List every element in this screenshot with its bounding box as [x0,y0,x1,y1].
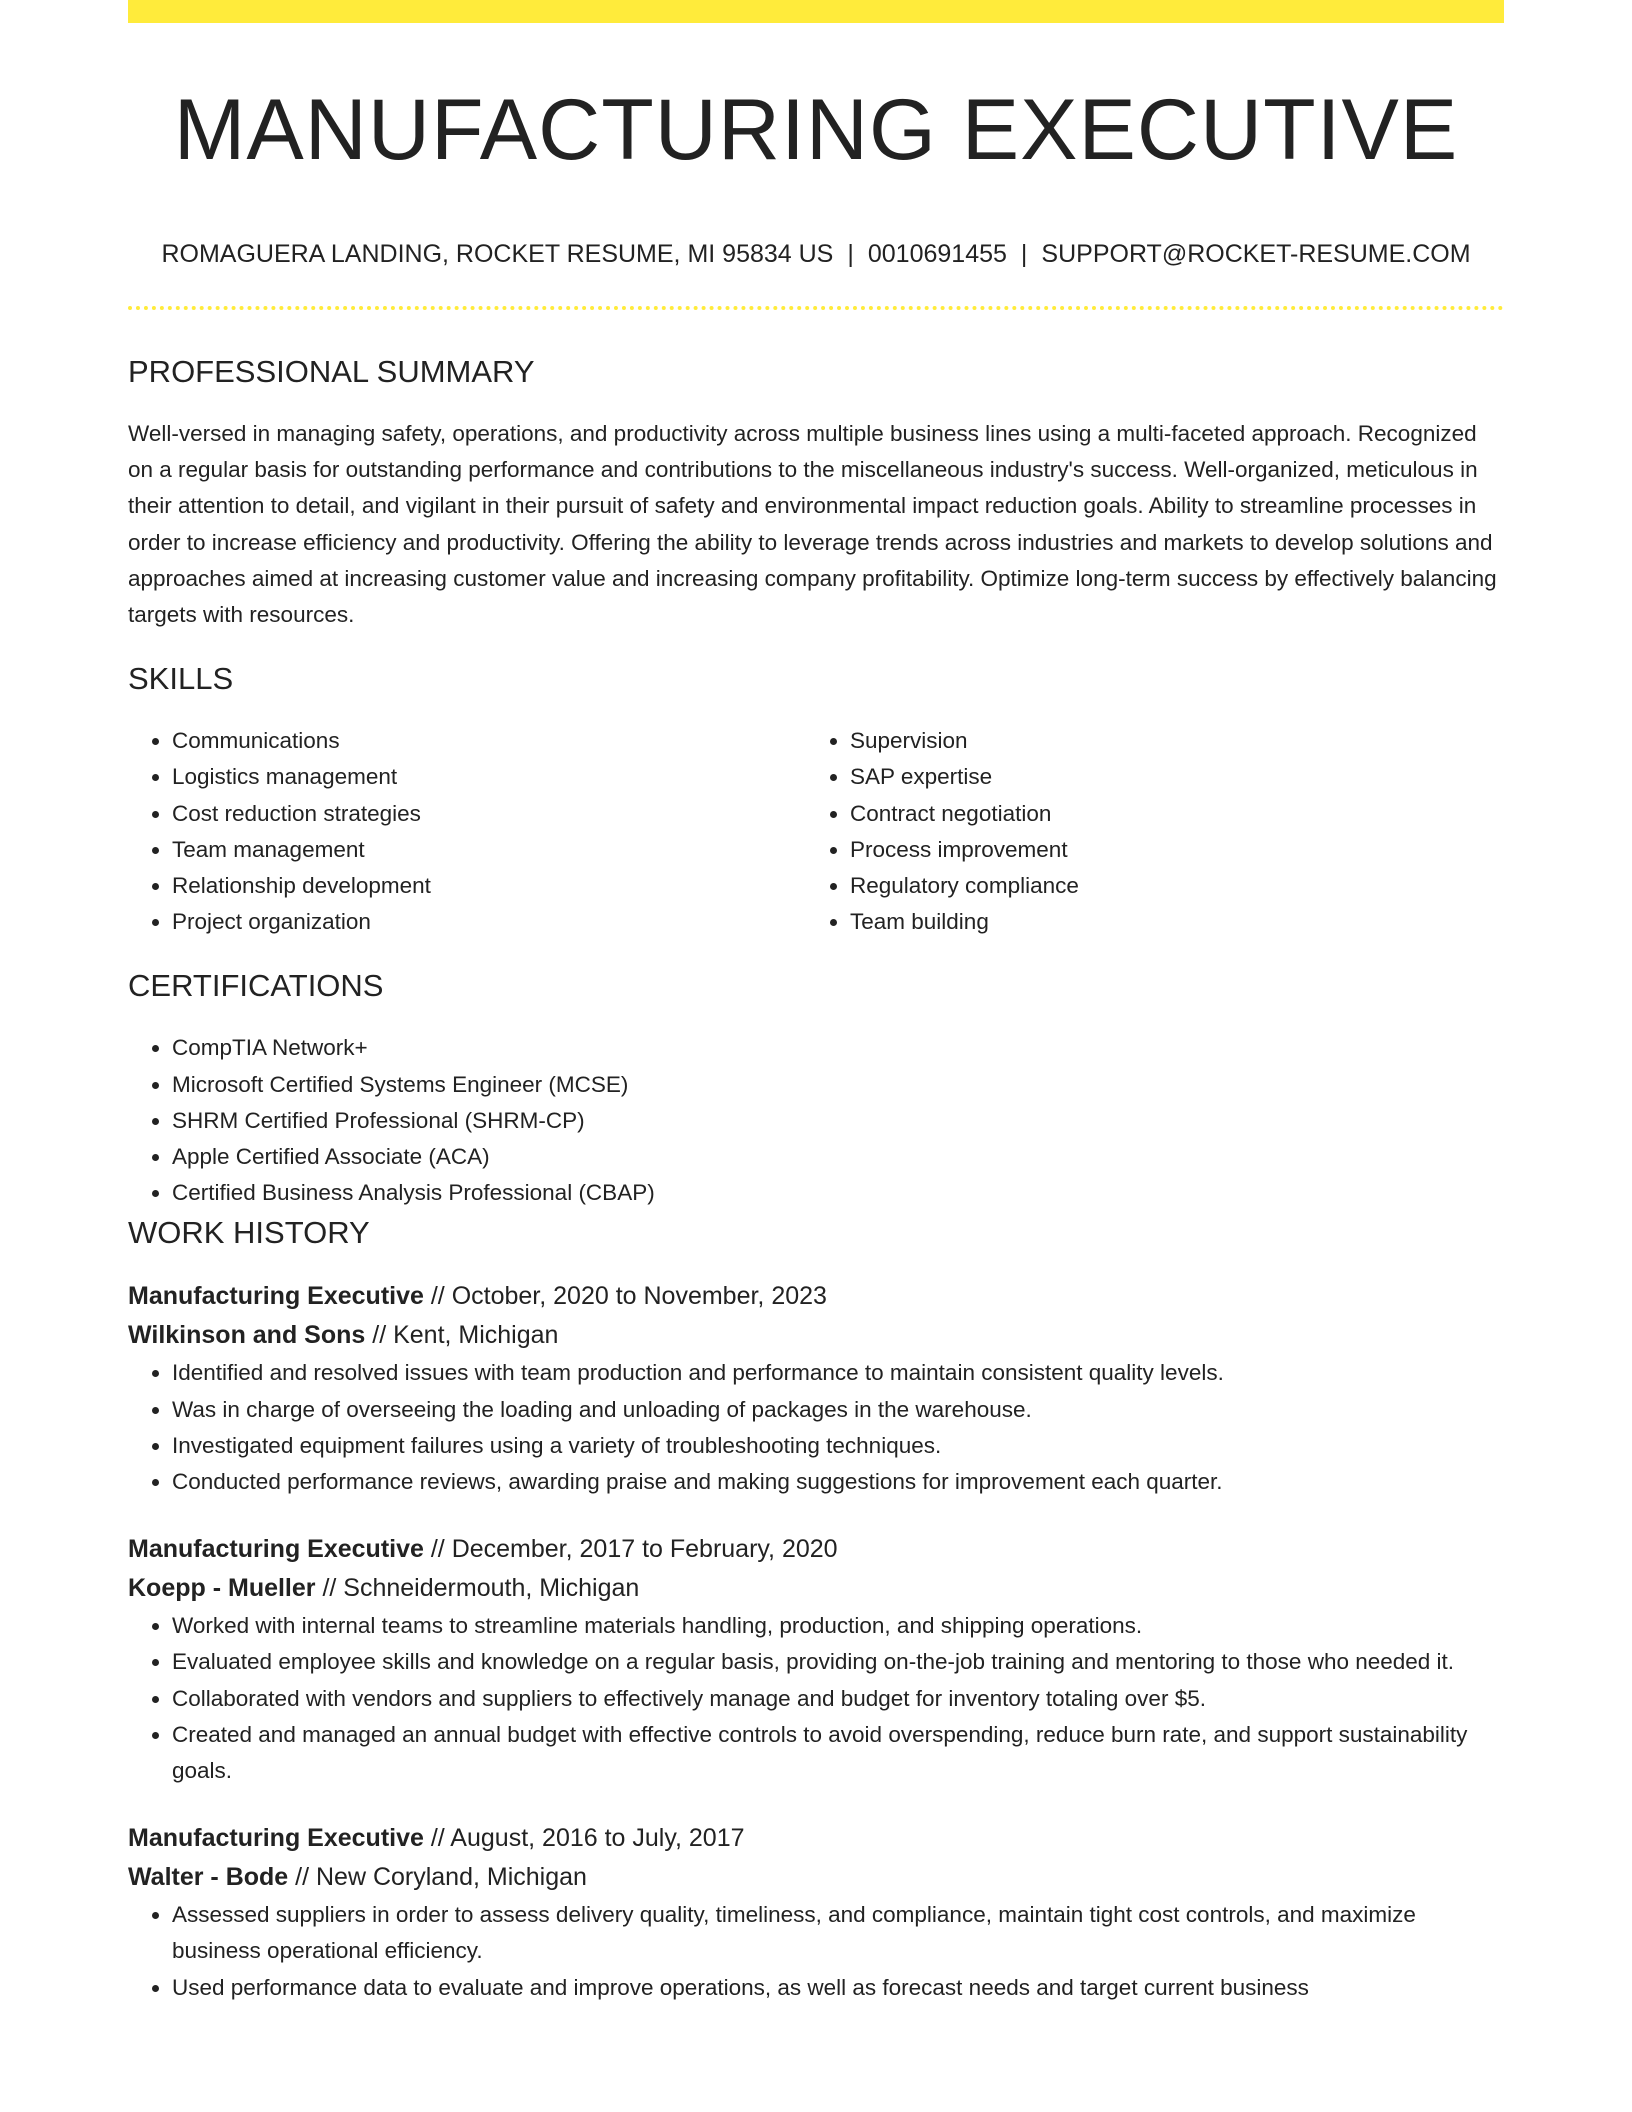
contact-line [128,236,1504,272]
certifications-list [128,1030,1504,1211]
job-role-line [128,1277,1504,1316]
work-history-section [128,1211,1504,2005]
job-bullet: • Was in charge of overseeing the loading and unloading of packages in the warehouse. [172,1392,1504,1428]
job-bullet: • Assessed suppliers in order to assess delivery quality, timeliness, and compliance, maintain tight cost controls, and maximize business operational efficiency. [172,1897,1504,1969]
summary-section [128,350,1504,633]
certification-item: • Apple Certified Associate (ACA) [172,1139,1504,1175]
certification-item: • Certified Business Analysis Professional (CBAP) [172,1175,1504,1211]
job-dates: // December, 2017 to February, 2020 [423,1535,838,1564]
skill-item: • Regulatory compliance [850,868,1484,904]
resume-name: MANUFACTURING EXECUTIVE [173,82,1459,178]
contact-email: SUPPORT@ROCKET-RESUME.COM [1041,240,1471,268]
certification-item: • SHRM Certified Professional (SHRM-CP) [172,1103,1504,1139]
job-bullet: • Identified and resolved issues with team production and performance to maintain consistent quality levels. [172,1355,1504,1391]
job-role: Manufacturing Executive [128,1824,424,1853]
job-company-line [128,1316,1504,1355]
job-location: // Kent, Michigan [365,1321,559,1350]
skills-column-left [128,723,806,940]
job-company-line [128,1569,1504,1608]
skill-item: • Communications [172,723,806,759]
job-role-line [128,1530,1504,1569]
job-dates: // October, 2020 to November, 2023 [423,1282,827,1311]
accent-bar [128,0,1504,23]
summary-text: Well-versed in managing safety, operations, and productivity across multiple business lines using a multi-faceted approach. Recognized on a regular basis for outstanding performance and contributions to the miscellaneous industry's success. Well-organized, meticulous in their attention to detail, and vigilant in their pursuit of safety and environmental impact reduction goals. Ability to streamline processes in order to increase efficiency and productivity. Offering the ability to leverage trends across industries and markets to develop solutions and approaches aimed at increasing customer value and increasing company profitability. Optimize long-term success by effectively balancing targets with resources. [128,421,1497,628]
job-company: Walter - Bode [128,1863,289,1892]
skill-item: • Process improvement [850,832,1484,868]
job-role-line [128,1819,1504,1858]
skill-item: • Cost reduction strategies [172,796,806,832]
skill-item: • Relationship development [172,868,806,904]
job-bullet: • Evaluated employee skills and knowledge on a regular basis, providing on-the-job training and mentoring to those who needed it. [172,1644,1504,1680]
job-entry [128,1277,1504,1500]
skills-list-right [806,723,1484,940]
job-location: // New Coryland, Michigan [288,1863,587,1892]
skills-column-right [806,723,1484,940]
contact-separator: | [847,240,854,268]
skills-list-left [128,723,806,940]
job-company-line [128,1858,1504,1897]
skills-section [128,657,1504,940]
skill-item: • Logistics management [172,759,806,795]
job-entry [128,1530,1504,1789]
job-role: Manufacturing Executive [128,1282,424,1311]
job-entry [128,1819,1504,2006]
header-divider [128,306,1504,310]
job-bullet: • Created and managed an annual budget with effective controls to avoid overspending, reduce burn rate, and support sustainability goals. [172,1717,1504,1789]
resume-content [128,350,1504,2036]
job-dates: // August, 2016 to July, 2017 [423,1824,745,1853]
section-title-certifications: CERTIFICATIONS [128,968,384,1004]
job-bullet-list [128,1608,1504,1789]
job-company: Wilkinson and Sons [128,1321,366,1350]
job-bullet: • Worked with internal teams to streamline materials handling, production, and shipping operations. [172,1608,1504,1644]
certification-item: • CompTIA Network+ [172,1030,1504,1066]
job-bullet: • Investigated equipment failures using a variety of troubleshooting techniques. [172,1428,1504,1464]
job-bullet-list [128,1355,1504,1500]
section-title-skills: SKILLS [128,661,234,697]
certifications-section [128,964,1504,1211]
job-bullet: • Collaborated with vendors and suppliers to effectively manage and budget for inventory totaling over $5. [172,1681,1504,1717]
skill-item: • Supervision [850,723,1484,759]
skill-item: • Project organization [172,904,806,940]
contact-address: ROMAGUERA LANDING, ROCKET RESUME, MI 95834 US [161,240,834,268]
job-role: Manufacturing Executive [128,1535,424,1564]
contact-separator: | [1020,240,1028,268]
skill-item: • Team building [850,904,1484,940]
resume-page [128,0,1504,2112]
job-location: // Schneidermouth, Michigan [315,1574,640,1603]
skill-item: • Contract negotiation [850,796,1484,832]
job-bullet: • Used performance data to evaluate and improve operations, as well as forecast needs and target current business [172,1970,1504,2006]
job-company: Koepp - Mueller [128,1574,316,1603]
section-title-summary: PROFESSIONAL SUMMARY [128,354,535,389]
section-title-work-history: WORK HISTORY [128,1215,370,1251]
skill-item: • SAP expertise [850,759,1484,795]
skills-grid [128,723,1504,940]
contact-phone: 0010691455 [867,240,1007,268]
job-bullet-list [128,1897,1504,2006]
certification-item: • Microsoft Certified Systems Engineer (MCSE) [172,1067,1504,1103]
job-bullet: • Conducted performance reviews, awarding praise and making suggestions for improvement each quarter. [172,1464,1504,1500]
skill-item: • Team management [172,832,806,868]
